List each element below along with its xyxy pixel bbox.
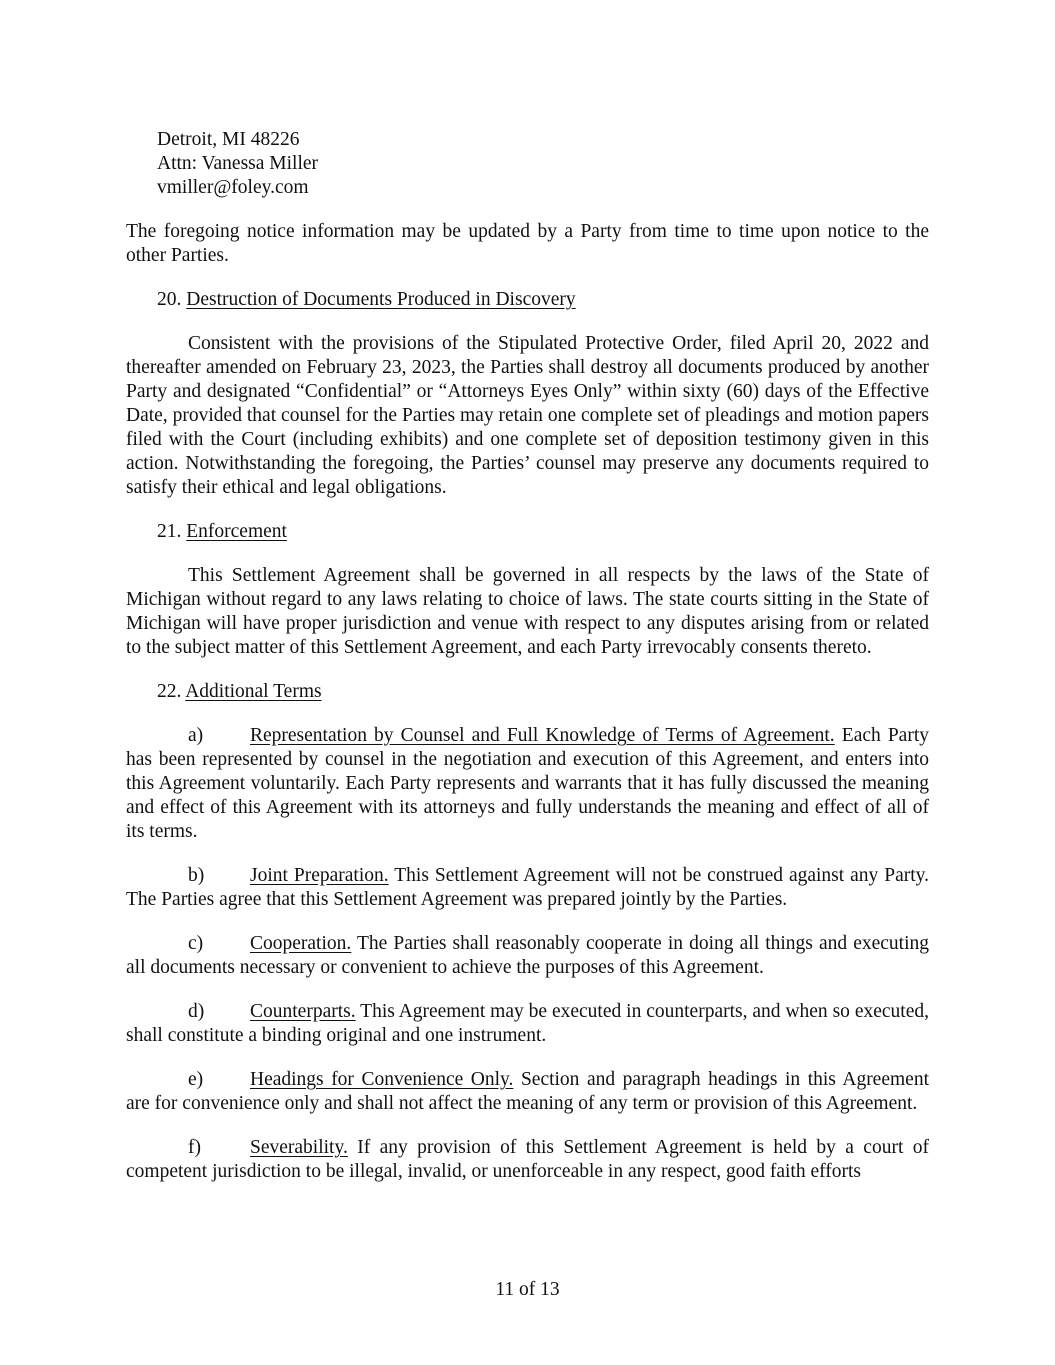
term-item-label: a) xyxy=(188,725,204,746)
term-item-heading: Headings for Convenience Only. xyxy=(250,1069,514,1090)
term-item-heading: Severability. xyxy=(250,1137,348,1158)
term-item-heading: Representation by Counsel and Full Knowledge of Terms of Agreement. xyxy=(250,725,835,746)
term-item-label: d) xyxy=(188,1001,205,1022)
term-item-a xyxy=(126,724,929,844)
term-item-label: b) xyxy=(188,865,205,886)
page-number: 11 of 13 xyxy=(495,1279,560,1300)
section-20-heading xyxy=(126,288,929,312)
address-block xyxy=(126,128,929,200)
term-item-label: c) xyxy=(188,933,204,954)
term-item-heading: Counterparts. xyxy=(250,1001,356,1022)
section-21-title: Enforcement xyxy=(186,521,287,542)
section-21-body: This Settlement Agreement shall be governed in all respects by the laws of the State of Michigan without regard to any laws relating to choice of laws. The state courts sitting in the State of Michigan will have proper jurisdiction and venue with respect to any disputes arising from or related to the subject matter of this Settlement Agreement, and each Party irrevocably consents thereto. xyxy=(126,565,929,658)
term-item-c xyxy=(126,932,929,980)
term-item-text: This Agreement may be executed in counterparts, and when so executed, shall constitute a binding original and one instrument. xyxy=(126,1001,929,1046)
section-22-title: Additional Terms xyxy=(185,681,322,702)
term-item-d xyxy=(126,1000,929,1048)
term-item-f xyxy=(126,1136,929,1184)
section-20-title: Destruction of Documents Produced in Discovery xyxy=(186,289,576,310)
address-attn-line: Attn: Vanessa Miller xyxy=(157,153,319,174)
term-item-text: Section and paragraph headings in this Agreement are for convenience only and shall not affect the meaning of any term or provision of this Agreement. xyxy=(126,1069,929,1114)
term-item-text: This Settlement Agreement will not be construed against any Party. The Parties agree that this Settlement Agreement was prepared jointly by the Parties. xyxy=(126,865,929,910)
section-21-number: 21. xyxy=(157,521,182,542)
term-item-e xyxy=(126,1068,929,1116)
section-22-number: 22. xyxy=(157,681,182,702)
term-item-text: The Parties shall reasonably cooperate in doing all things and executing all documents necessary or convenient to achieve the purposes of this Agreement. xyxy=(126,933,929,978)
term-item-b xyxy=(126,864,929,912)
term-item-text: Each Party has been represented by counsel in the negotiation and execution of this Agreement, and enters into this Agreement voluntarily. Each Party represents and warrants that it has fully discussed the meaning and effect of this Agreement with its attorneys and fully understands the meaning and effect of all of its terms. xyxy=(126,725,929,842)
section-20-body: Consistent with the provisions of the Stipulated Protective Order, filed April 20, 2022 and thereafter amended on February 23, 2023, the Parties shall destroy all documents produced by another Party and designated “Confidential” or “Attorneys Eyes Only” within sixty (60) days of the Effective Date, provided that counsel for the Parties may retain one complete set of pleadings and motion papers filed with the Court (including exhibits) and one complete set of deposition testimony given in this action. Notwithstanding the foregoing, the Parties’ counsel may preserve any documents required to satisfy their ethical and legal obligations. xyxy=(126,333,929,498)
notice-paragraph: The foregoing notice information may be updated by a Party from time to time upon notice to the other Parties. xyxy=(126,221,929,266)
section-22-heading xyxy=(126,680,929,704)
term-item-heading: Joint Preparation. xyxy=(250,865,389,886)
term-item-text: If any provision of this Settlement Agreement is held by a court of competent jurisdiction to be illegal, invalid, or unenforceable in any respect, good faith efforts xyxy=(126,1137,929,1182)
address-city-line: Detroit, MI 48226 xyxy=(157,129,300,150)
section-21-heading xyxy=(126,520,929,544)
section-20-number: 20. xyxy=(157,289,182,310)
page-content xyxy=(126,128,929,1184)
address-email-line: vmiller@foley.com xyxy=(157,177,309,198)
term-item-label: f) xyxy=(188,1137,201,1158)
term-item-heading: Cooperation. xyxy=(250,933,352,954)
term-item-label: e) xyxy=(188,1069,204,1090)
